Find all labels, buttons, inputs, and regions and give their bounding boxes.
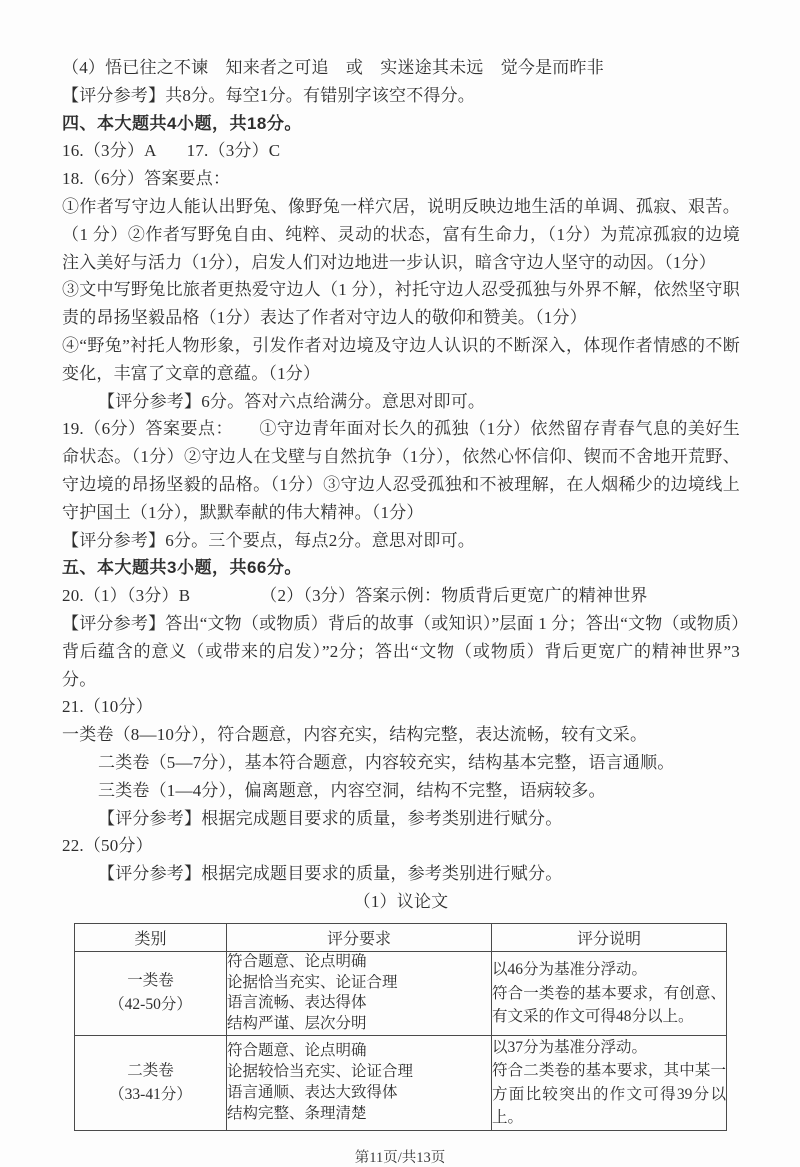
section-5-heading: 五、本大题共3小题，共66分。 (62, 558, 302, 578)
rubric-header-category: 类别 (75, 923, 227, 951)
page-number-footer: 第11页/共13页 (354, 1150, 446, 1166)
rubric-class1-baseline: 以46分为基准分浮动。 (492, 961, 648, 979)
rubric-class1-req-2: 论据恰当充实、论证合理 (227, 973, 398, 991)
rubric-header-requirements: 评分要求 (227, 923, 492, 951)
q20-scoring-note: 【评分参考】答出“文物（或物质）背后的故事（或知识）”层面 1 分；答出“文物（或物质）背后蕴含的意义（或带来的启发）”2分；答出“文物（或物质）背后更宽广的精神世界”3分。 (62, 613, 740, 689)
q19-scoring-note: 【评分参考】6分。三个要点，每点2分。意思对即可。 (62, 530, 475, 550)
rubric-class2-req-3: 语言通顺、表达大致得体 (227, 1083, 398, 1101)
document-page (62, 54, 740, 1131)
rubric-class2-category-cell (75, 1035, 227, 1130)
rubric-class2-req-1: 符合题意、论点明确 (227, 1042, 367, 1060)
q21-scoring-note: 【评分参考】根据完成题目要求的质量，参考类别进行赋分。 (98, 808, 563, 828)
rubric-row-class1 (75, 951, 727, 1035)
rubric-class1-req-1: 符合题意、论点明确 (227, 952, 367, 970)
q16-answer: 16.（3分）A (62, 141, 157, 161)
rubric-class1-req-3: 语言流畅、表达得体 (227, 994, 367, 1012)
rubric-class2-detail: 符合二类卷的基本要求，其中某一方面比较突出的作文可得39分以上。 (492, 1062, 726, 1127)
q18-point-3: ③文中写野兔比旅者更热爱守边人（1 分），衬托守边人忍受孤独与外界不解，依然坚守职责的昂扬坚毅品格（1分）表达了作者对守边人的敬仰和赞美。（1分） (62, 280, 740, 328)
q16-q17-answers-line (62, 137, 740, 165)
q21-class3-criteria: 三类卷（1—4分），偏离题意，内容空洞，结构不完整，语病较多。 (98, 780, 606, 800)
rubric-class2-range: （33-41分） (109, 1085, 192, 1103)
fill-in-answer-line-4: （4）悟已往之不谏 知来者之可追 或 实迷途其未远 觉今是而昨非 (62, 58, 604, 77)
section-4-heading: 四、本大题共4小题，共18分。 (62, 113, 302, 133)
rubric-class1-name: 一类卷 (127, 972, 174, 990)
rubric-class1-range: （42-50分） (109, 996, 192, 1014)
q21-heading: 21.（10分） (62, 697, 153, 717)
q22-scoring-note: 【评分参考】根据完成题目要求的质量，参考类别进行赋分。 (98, 864, 563, 884)
rubric-class2-name: 二类卷 (127, 1061, 174, 1079)
essay-rubric-table (74, 923, 727, 1131)
rubric-table-title: （1）议论文 (353, 891, 449, 911)
q21-class2-criteria: 二类卷（5—7分），基本符合题意，内容较充实，结构基本完整，语言通顺。 (98, 752, 675, 772)
rubric-class2-req-2: 论据较恰当充实、论证合理 (227, 1063, 414, 1081)
rubric-class1-explanation-cell (492, 951, 727, 1035)
rubric-header-explanation: 评分说明 (492, 923, 727, 951)
rubric-header-row (75, 923, 727, 951)
rubric-class2-requirements-cell (227, 1035, 492, 1130)
q21-class1-criteria: 一类卷（8—10分），符合题意，内容充实，结构完整，表达流畅，较有文采。 (62, 725, 648, 745)
q20-part1-answer: 20.（1）（3分）B (62, 586, 191, 606)
q20-answers-line (62, 582, 740, 610)
rubric-class2-req-4: 结构完整、条理清楚 (227, 1104, 367, 1122)
q20-part2-answer: （2）（3分）答案示例：物质背后更宽广的精神世界 (260, 586, 648, 606)
rubric-row-class2 (75, 1035, 727, 1130)
rubric-class2-baseline: 以37分为基准分浮动。 (492, 1038, 648, 1056)
rubric-class1-requirements-cell (227, 951, 492, 1035)
rubric-class1-category-cell (75, 951, 227, 1035)
q18-point-4: ④“野兔”衬托人物形象，引发作者对边境及守边人认识的不断深入，体现作者情感的不断变化，丰富了文章的意蕴。（1分） (62, 335, 740, 383)
scoring-note-fill-in: 【评分参考】共8分。每空1分。有错别字该空不得分。 (62, 85, 475, 105)
q19-answer-points: 19.（6分）答案要点： ①守边青年面对长久的孤独（1分）依然留存青春气息的美好生命状态。（1分）②守边人在戈壁与自然抗争（1分），依然心怀信仰、锲而不舍地开荒野、守边境的昂扬坚毅的品格。（1分）③守边人忍受孤独和不被理解，在人烟稀少的边境线上守护国土（1分），默默奉献的伟大精神。（1分） (62, 419, 740, 522)
rubric-class1-detail: 符合一类卷的基本要求，有创意、有文采的作文可得48分以上。 (492, 984, 726, 1026)
q22-heading: 22.（50分） (62, 836, 153, 856)
rubric-class2-explanation-cell (492, 1035, 727, 1130)
q18-point-1-2: ①作者写守边人能认出野兔、像野兔一样穴居，说明反映边地生活的单调、孤寂、艰苦。（1 分）②作者写野兔自由、纯粹、灵动的状态，富有生命力，（1分）为荒凉孤寂的边境注入美好与活力（1分），启发人们对边地进一步认识，暗含守边人坚守的动因。（1分） (62, 196, 740, 272)
q18-heading: 18.（6分）答案要点： (62, 169, 231, 189)
rubric-class1-req-4: 结构严谨、层次分明 (227, 1015, 367, 1033)
q17-answer: 17.（3分）C (186, 141, 281, 161)
q18-scoring-note: 【评分参考】6分。答对六点给满分。意思对即可。 (98, 391, 486, 411)
